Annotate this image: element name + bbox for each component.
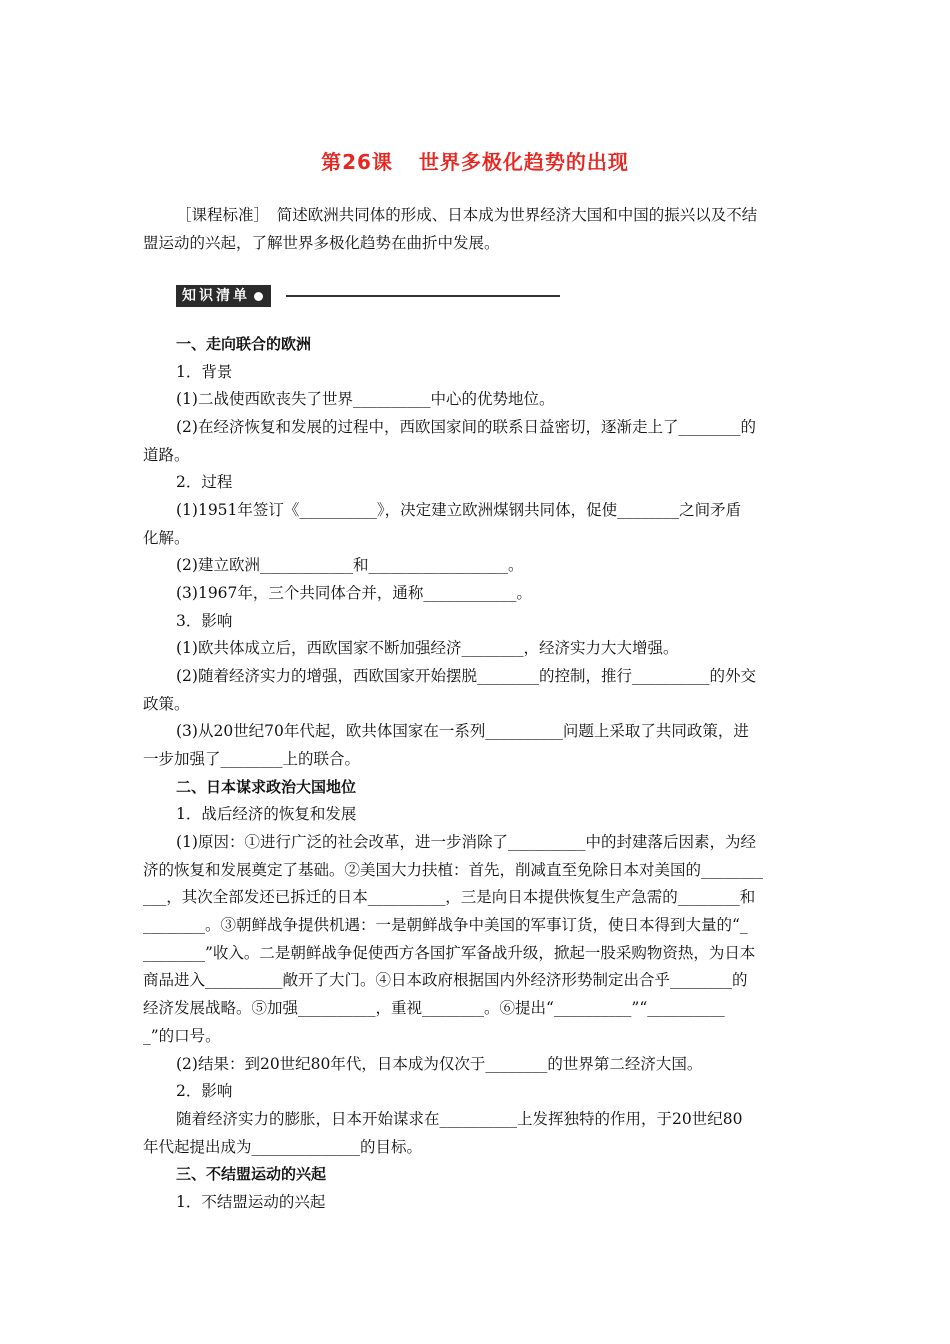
heading-non-aligned: 三、不结盟运动的兴起 bbox=[176, 1165, 327, 1183]
text-line: ________”收入。二是朝鲜战争促使西方各国扩军备战升级，掀起一股采购物资热，为日本 bbox=[143, 944, 756, 962]
text-line: ________。③朝鲜战争提供机遇：一是朝鲜战争中美国的军事订货，使日本得到大量的“_ bbox=[143, 916, 748, 934]
text-line: 化解。 bbox=[143, 529, 190, 547]
lesson-name: 世界多极化趋势的出现 bbox=[418, 150, 629, 174]
subheading: 3．影响 bbox=[176, 612, 233, 630]
text-line: (2)在经济恢复和发展的过程中，西欧国家间的联系日益密切，逐渐走上了________的 bbox=[176, 418, 756, 436]
section-banner bbox=[176, 285, 560, 307]
text-line: (1)1951年签订《__________》，决定建立欧洲煤钢共同体，促使________之间矛盾 bbox=[176, 501, 742, 519]
text-line: 随着经济实力的膨胀，日本开始谋求在__________上发挥独特的作用，于20世纪80 bbox=[176, 1110, 743, 1128]
heading-europe: 一、走向联合的欧洲 bbox=[176, 335, 312, 353]
lesson-number: 第26课 bbox=[321, 150, 393, 174]
text-line: (3)从20世纪70年代起，欧共体国家在一系列__________问题上采取了共同政策，进 bbox=[176, 722, 749, 740]
text-line: (2)结果：到20世纪80年代，日本成为仅次于________的世界第二经济大国。 bbox=[176, 1055, 703, 1073]
subheading: 1．不结盟运动的兴起 bbox=[176, 1193, 326, 1211]
text-line: 商品进入__________敞开了大门。④日本政府根据国内外经济形势制定出合乎________的 bbox=[143, 971, 748, 989]
subheading: 2．过程 bbox=[176, 473, 233, 491]
heading-japan: 二、日本谋求政治大国地位 bbox=[176, 778, 357, 796]
bullet-icon bbox=[254, 292, 263, 301]
page-title bbox=[0, 146, 950, 175]
section-rule bbox=[286, 295, 560, 297]
text-line: (1)欧共体成立后，西欧国家不断加强经济________，经济实力大大增强。 bbox=[176, 639, 679, 657]
text-line: ___，其次全部发还已拆迁的日本__________，三是向日本提供恢复生产急需的________和 bbox=[143, 888, 756, 906]
text-line: (2)建立欧洲____________和__________________。 bbox=[176, 556, 524, 574]
section-badge-label: 知识清单 bbox=[182, 288, 250, 304]
curriculum-standard-line-2: 盟运动的兴起，了解世界多极化趋势在曲折中发展。 bbox=[143, 234, 500, 252]
subheading: 1．背景 bbox=[176, 363, 233, 381]
text-line: 政策。 bbox=[143, 695, 190, 713]
text-line: (2)随着经济实力的增强，西欧国家开始摆脱________的控制，推行__________的外交 bbox=[176, 667, 756, 685]
text-line: 道路。 bbox=[143, 446, 190, 464]
section-badge bbox=[176, 285, 271, 307]
text-line: 年代起提出成为______________的目标。 bbox=[143, 1138, 423, 1156]
subheading: 2．影响 bbox=[176, 1082, 233, 1100]
subheading: 1．战后经济的恢复和发展 bbox=[176, 805, 357, 823]
text-line: (1)原因：①进行广泛的社会改革，进一步消除了__________中的封建落后因素，为经 bbox=[176, 833, 756, 851]
curriculum-standard-line-1: ［课程标准］ 简述欧洲共同体的形成、日本成为世界经济大国和中国的振兴以及不结 bbox=[176, 206, 758, 224]
text-line: (1)二战使西欧丧失了世界__________中心的优势地位。 bbox=[176, 390, 555, 408]
text-line: 经济发展战略。⑤加强__________，重视________。⑥提出“__________”“__________ bbox=[143, 999, 725, 1017]
text-line: 济的恢复和发展奠定了基础。②美国大力扶植：首先，削减直至免除日本对美国的________ bbox=[143, 861, 764, 879]
text-line: (3)1967年，三个共同体合并，通称____________。 bbox=[176, 584, 532, 602]
text-line: _”的口号。 bbox=[143, 1027, 221, 1045]
text-line: 一步加强了________上的联合。 bbox=[143, 750, 361, 768]
